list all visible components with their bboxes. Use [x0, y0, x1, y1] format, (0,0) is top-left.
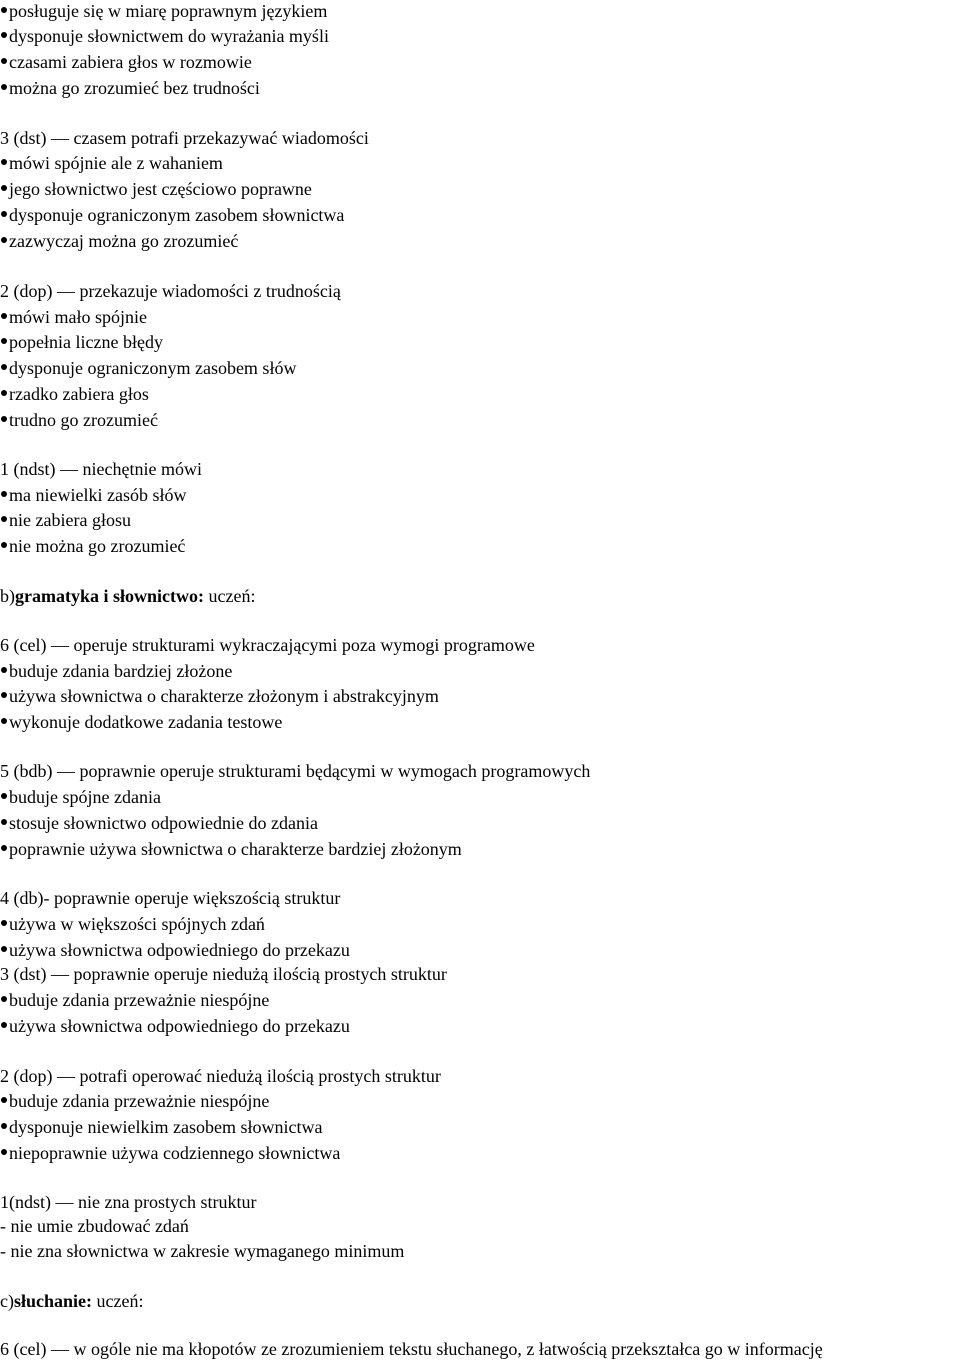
- bullet-icon: [1, 516, 7, 522]
- text-line: [0, 887, 340, 909]
- line-text: 2 (dop) — przekazuje wiadomości z trudnością: [0, 281, 341, 301]
- bullet-icon: [1, 692, 7, 698]
- heading-title: słuchanie:: [13, 1291, 92, 1311]
- bullet-icon: [1, 58, 7, 64]
- bullet-icon: [1, 364, 7, 370]
- bullet-item: [0, 1142, 340, 1164]
- bullet-item: [0, 152, 223, 174]
- text-line: [0, 1215, 189, 1237]
- text-line: [0, 1338, 823, 1360]
- section-heading: [0, 585, 255, 607]
- line-text: - nie zna słownictwa w zakresie wymaganego minimum: [0, 1241, 405, 1261]
- text-line: [0, 1065, 441, 1087]
- bullet-icon: [1, 7, 7, 13]
- bullet-icon: [1, 1123, 7, 1129]
- line-text: 4 (db)- poprawnie operuje większością struktur: [0, 888, 341, 908]
- line-text: 3 (dst) — poprawnie operuje niedużą ilością prostych struktur: [0, 964, 447, 984]
- bullet-icon: [1, 338, 7, 344]
- bullet-icon: [1, 390, 7, 396]
- line-text: 6 (cel) — operuje strukturami wykraczającymi poza wymogi programowe: [0, 635, 535, 655]
- line-text: stosuje słownictwo odpowiednie do zdania: [9, 813, 318, 833]
- bullet-icon: [1, 819, 7, 825]
- line-text: 5 (bdb) — poprawnie operuje strukturami będącymi w wymogach programowych: [0, 761, 591, 781]
- bullet-item: [0, 535, 185, 557]
- bullet-icon: [1, 159, 7, 165]
- line-text: używa w większości spójnych zdań: [9, 914, 265, 934]
- bullet-item: [0, 409, 158, 431]
- bullet-item: [0, 331, 163, 353]
- line-text: używa słownictwa odpowiedniego do przekazu: [9, 940, 350, 960]
- line-text: używa słownictwa o charakterze złożonym i abstrakcyjnym: [9, 686, 439, 706]
- line-text: używa słownictwa odpowiedniego do przekazu: [9, 1016, 350, 1036]
- text-line: [0, 458, 202, 480]
- bullet-icon: [1, 946, 7, 952]
- bullet-item: [0, 786, 161, 808]
- text-line: [0, 760, 590, 782]
- bullet-icon: [1, 845, 7, 851]
- bullet-item: [0, 306, 147, 328]
- bullet-icon: [1, 416, 7, 422]
- bullet-item: [0, 913, 265, 935]
- line-text: buduje zdania przeważnie niespójne: [9, 990, 270, 1010]
- line-text: - nie umie zbudować zdań: [0, 1216, 189, 1236]
- line-text: dysponuje niewielkim zasobem słownictwa: [9, 1117, 323, 1137]
- line-text: trudno go zrozumieć: [9, 410, 158, 430]
- bullet-item: [0, 838, 462, 860]
- line-text: nie można go zrozumieć: [9, 536, 186, 556]
- bullet-item: [0, 812, 318, 834]
- bullet-item: [0, 1090, 269, 1112]
- line-text: 1(ndst) — nie zna prostych struktur: [0, 1192, 257, 1212]
- text-line: [0, 634, 535, 656]
- bullet-item: [0, 1116, 322, 1138]
- line-text: posługuje się w miarę poprawnym językiem: [9, 1, 328, 21]
- bullet-icon: [1, 185, 7, 191]
- bullet-icon: [1, 1022, 7, 1028]
- text-line: [0, 280, 341, 302]
- line-text: buduje zdania bardziej złożone: [9, 661, 233, 681]
- line-text: 3 (dst) — czasem potrafi przekazywać wiadomości: [0, 128, 369, 148]
- bullet-item: [0, 484, 186, 506]
- bullet-icon: [1, 491, 7, 497]
- bullet-icon: [1, 996, 7, 1002]
- bullet-icon: [1, 1097, 7, 1103]
- line-text: popełnia liczne błędy: [9, 332, 163, 352]
- bullet-icon: [1, 920, 7, 926]
- bullet-item: [0, 989, 269, 1011]
- bullet-item: [0, 357, 296, 379]
- section-heading: [0, 1290, 143, 1312]
- line-text: można go zrozumieć bez trudności: [9, 78, 260, 98]
- line-text: rzadko zabiera głos: [9, 384, 149, 404]
- bullet-item: [0, 25, 329, 47]
- bullet-icon: [1, 32, 7, 38]
- line-text: mówi mało spójnie: [9, 307, 147, 327]
- heading-title: gramatyka i słownictwo:: [15, 586, 204, 606]
- line-text: dysponuje ograniczonym zasobem słów: [9, 358, 297, 378]
- text-line: [0, 963, 447, 985]
- line-text: czasami zabiera głos w rozmowie: [9, 52, 252, 72]
- bullet-icon: [1, 542, 7, 548]
- text-line: [0, 1240, 404, 1262]
- line-text: zazwyczaj można go zrozumieć: [9, 231, 239, 251]
- bullet-icon: [1, 237, 7, 243]
- bullet-item: [0, 509, 131, 531]
- line-text: nie zabiera głosu: [9, 510, 131, 530]
- bullet-icon: [1, 793, 7, 799]
- bullet-icon: [1, 718, 7, 724]
- bullet-item: [0, 383, 149, 405]
- bullet-item: [0, 685, 439, 707]
- bullet-item: [0, 51, 252, 73]
- line-text: buduje zdania przeważnie niespójne: [9, 1091, 270, 1111]
- bullet-item: [0, 1015, 350, 1037]
- line-text: dysponuje ograniczonym zasobem słownictwa: [9, 205, 345, 225]
- bullet-icon: [1, 1149, 7, 1155]
- heading-prefix: b): [0, 586, 15, 606]
- bullet-item: [0, 204, 344, 226]
- line-text: 1 (ndst) — niechętnie mówi: [0, 459, 202, 479]
- line-text: ma niewielki zasób słów: [9, 485, 187, 505]
- line-text: poprawnie używa słownictwa o charakterze bardziej złożonym: [9, 839, 462, 859]
- bullet-icon: [1, 84, 7, 90]
- bullet-item: [0, 711, 282, 733]
- line-text: dysponuje słownictwem do wyrażania myśli: [9, 26, 329, 46]
- bullet-item: [0, 77, 260, 99]
- line-text: niepoprawnie używa codziennego słownictwa: [9, 1143, 341, 1163]
- bullet-item: [0, 0, 327, 22]
- heading-suffix: uczeń:: [92, 1291, 144, 1311]
- bullet-icon: [1, 667, 7, 673]
- bullet-item: [0, 939, 350, 961]
- heading-prefix: c): [0, 1291, 14, 1311]
- text-line: [0, 1191, 256, 1213]
- line-text: buduje spójne zdania: [9, 787, 161, 807]
- text-line: [0, 127, 369, 149]
- bullet-item: [0, 660, 232, 682]
- line-text: 6 (cel) — w ogóle nie ma kłopotów ze zrozumieniem tekstu słuchanego, z łatwością przekształca go w informację: [0, 1339, 823, 1359]
- bullet-icon: [1, 211, 7, 217]
- heading-suffix: uczeń:: [203, 586, 256, 606]
- bullet-icon: [1, 313, 7, 319]
- bullet-item: [0, 178, 312, 200]
- line-text: 2 (dop) — potrafi operować niedużą ilością prostych struktur: [0, 1066, 441, 1086]
- line-text: wykonuje dodatkowe zadania testowe: [9, 712, 283, 732]
- line-text: mówi spójnie ale z wahaniem: [9, 153, 223, 173]
- bullet-item: [0, 230, 238, 252]
- line-text: jego słownictwo jest częściowo poprawne: [9, 179, 312, 199]
